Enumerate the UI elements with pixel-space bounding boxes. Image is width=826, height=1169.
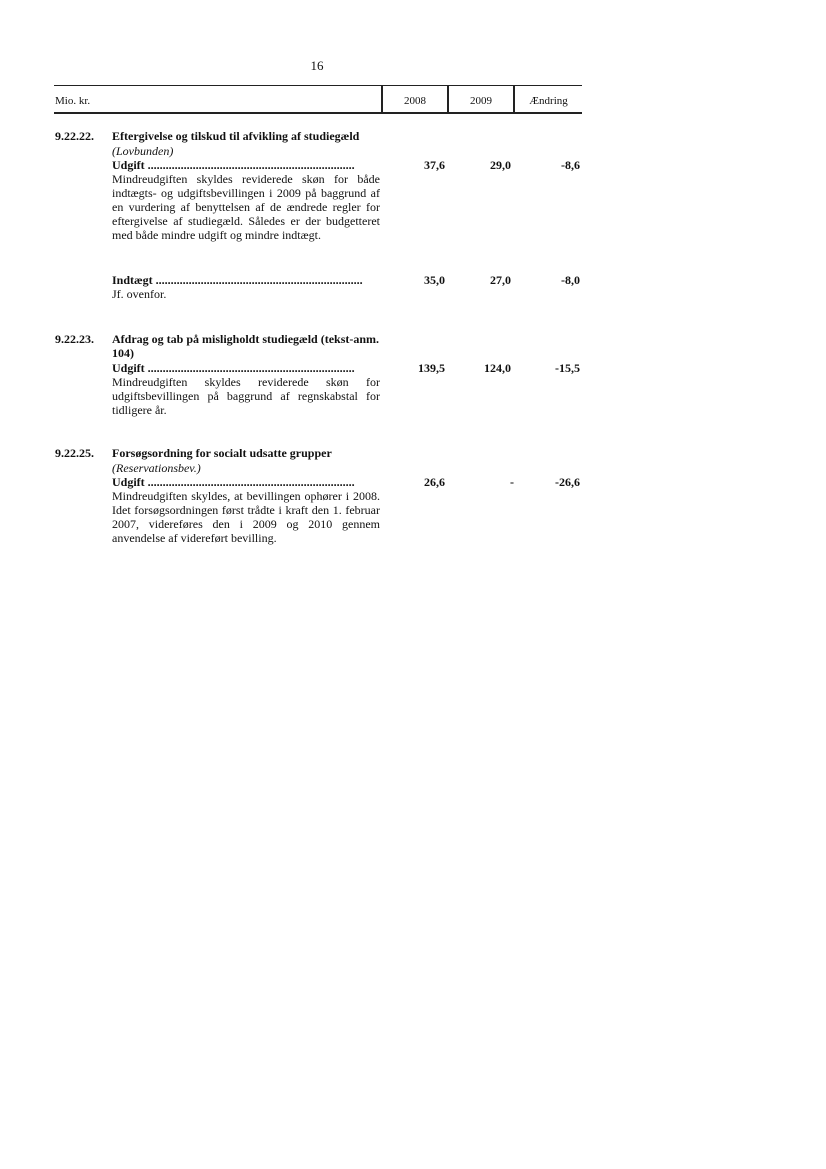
value-2009: - [510, 475, 514, 489]
value-2009: 27,0 [490, 273, 511, 287]
section-title: Eftergivelse og tilskud til afvikling af studiegæld [112, 129, 360, 143]
header-unit: Mio. kr. [55, 95, 91, 107]
page-number: 16 [310, 58, 324, 73]
value-2008: 26,6 [424, 475, 445, 489]
header-bottom-rule [54, 112, 582, 114]
section-number: 9.22.22. [55, 129, 94, 143]
value-change: -8,6 [561, 158, 580, 172]
value-2008: 37,6 [424, 158, 445, 172]
item-description: Jf. ovenfor. [112, 287, 167, 301]
item-label: Udgift ..................................................................... [112, 475, 355, 489]
section-number: 9.22.25. [55, 446, 94, 460]
item-description: Mindreudgiften skyldes, at bevillingen ophører i 2008. Idet forsøgsordningen først trådte i kraft den 1. februar 2007, videreføres den i 2009 og 2010 gennem anvendelse af videreført bevilling. [112, 489, 380, 545]
value-2009: 29,0 [490, 158, 511, 172]
value-change: -26,6 [555, 475, 580, 489]
section-title: Forsøgsordning for socialt udsatte grupper [112, 446, 332, 460]
item-description: Mindreudgiften skyldes reviderede skøn for udgiftsbevillingen på baggrund af regnskabstal for tidligere år. [112, 375, 380, 417]
section-title: Afdrag og tab på misligholdt studiegæld (tekst-anm. 104) [112, 332, 380, 360]
item-label: Udgift ..................................................................... [112, 361, 355, 375]
section-subtitle: (Reservationsbev.) [112, 461, 201, 475]
header-change: Ændring [529, 95, 568, 107]
header-2009: 2009 [470, 95, 492, 107]
value-change: -8,0 [561, 273, 580, 287]
item-label: Indtægt ..................................................................... [112, 273, 363, 287]
section-number: 9.22.23. [55, 332, 94, 346]
value-2008: 139,5 [418, 361, 445, 375]
section-subtitle: (Lovbunden) [112, 144, 174, 158]
header-top-rule [54, 85, 582, 86]
value-change: -15,5 [555, 361, 580, 375]
header-2008: 2008 [404, 95, 426, 107]
item-label: Udgift ..................................................................... [112, 158, 355, 172]
value-2008: 35,0 [424, 273, 445, 287]
value-2009: 124,0 [484, 361, 511, 375]
item-description: Mindreudgiften skyldes reviderede skøn for både indtægts- og udgiftsbevillingen i 2009 på baggrund af en vurdering af benyttelsen af de ændrede regler for eftergivelse af studiegæld. Således er der budgetteret med både mindre udgift og mindre indtægt. [112, 172, 380, 242]
